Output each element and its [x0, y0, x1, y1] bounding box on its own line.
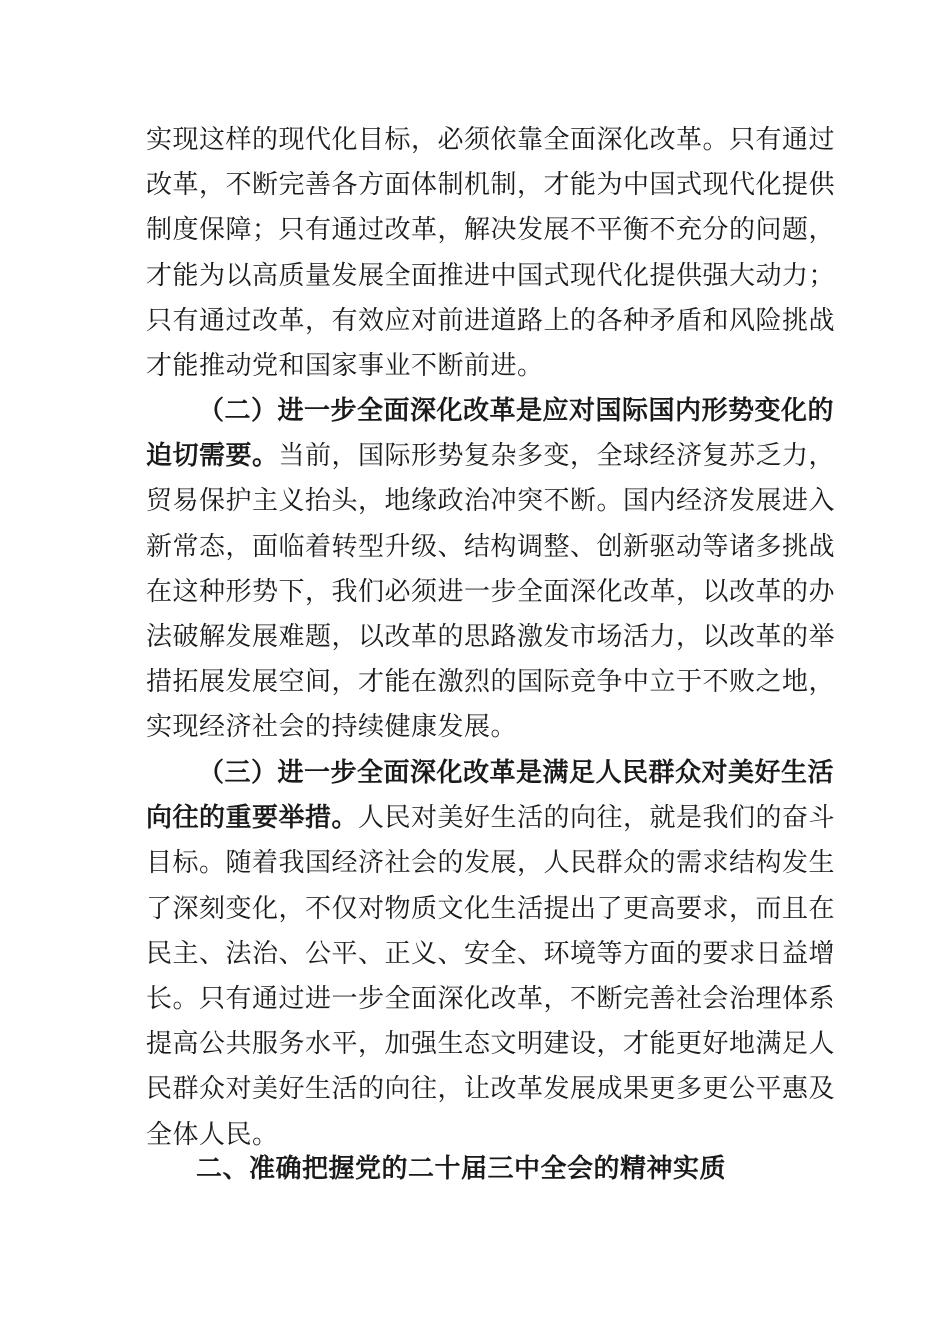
paragraph-2-heading-line-1: （二）进一步全面深化改革是应对国际国内形势变化的 [198, 396, 835, 426]
paragraph-2-line-5: 在这种形势下，我们必须进一步全面深化改革，以改革的办 [146, 576, 836, 607]
paragraph-1 [146, 118, 836, 389]
paragraph-2-line-7: 措拓展发展空间，才能在激烈的国际竞争中立于不败之地， [146, 667, 836, 698]
paragraph-2-line-4: 新常态，面临着转型升级、结构调整、创新驱动等诸多挑战 [146, 531, 836, 562]
paragraph-3-line-2-rest: 人民对美好生活的向往，就是我们的奋斗 [358, 803, 836, 834]
paragraph-1-line-1: 实现这样的现代化目标，必须依靠全面深化改革。只有通过 [146, 125, 836, 155]
paragraph-2-line-6: 法破解发展难题，以改革的思路激发市场活力，以改革的举 [146, 622, 836, 653]
paragraph-3-heading-line-2: 向往的重要举措。 [146, 803, 359, 834]
paragraph-1-line-5: 只有通过改革，有效应对前进道路上的各种矛盾和风险挑战 [146, 305, 836, 336]
paragraph-3-line-5: 民主、法治、公平、正义、安全、环境等方面的要求日益增 [146, 938, 836, 969]
paragraph-3-line-2 [146, 796, 836, 841]
paragraph-3-line-4: 了深刻变化，不仅对物质文化生活提出了更高要求，而且在 [146, 893, 836, 924]
paragraph-1-line-3: 制度保障；只有通过改革，解决发展不平衡不充分的问题， [146, 215, 836, 246]
paragraph-1-line-2: 改革，不断完善各方面体制机制，才能为中国式现代化提供 [146, 170, 836, 201]
paragraph-1-line-6: 才能推动党和国家事业不断前进。 [146, 351, 544, 382]
paragraph-3-line-9: 全体人民。 [146, 1119, 279, 1150]
paragraph-3-line-3: 目标。随着我国经济社会的发展，人民群众的需求结构发生 [146, 848, 836, 879]
paragraph-2-line-8: 实现经济社会的持续健康发展。 [146, 712, 518, 743]
paragraph-3 [146, 751, 836, 1158]
paragraph-3-line-8: 民群众对美好生活的向往，让改革发展成果更多更公平惠及 [146, 1074, 836, 1105]
paragraph-3-line-7: 提高公共服务水平，加强生态文明建设，才能更好地满足人 [146, 1029, 836, 1060]
paragraph-2-line-2-rest: 当前，国际形势复杂多变，全球经济复苏乏力， [278, 441, 836, 472]
paragraph-2-line-3: 贸易保护主义抬头，地缘政治冲突不断。国内经济发展进入 [146, 486, 836, 517]
paragraph-2-heading-line-2: 迫切需要。 [146, 441, 279, 472]
paragraph-3-heading-line-1: （三）进一步全面深化改革是满足人民群众对美好生活 [198, 758, 835, 788]
paragraph-2 [146, 389, 836, 751]
paragraph-3-line-6: 长。只有通过进一步全面深化改革，不断完善社会治理体系 [146, 984, 836, 1015]
paragraph-2-line-2 [146, 434, 836, 479]
section-heading: 二、准确把握党的二十届三中全会的精神实质 [196, 1154, 727, 1184]
paragraph-1-line-4: 才能为以高质量发展全面推进中国式现代化提供强大动力； [146, 260, 836, 291]
